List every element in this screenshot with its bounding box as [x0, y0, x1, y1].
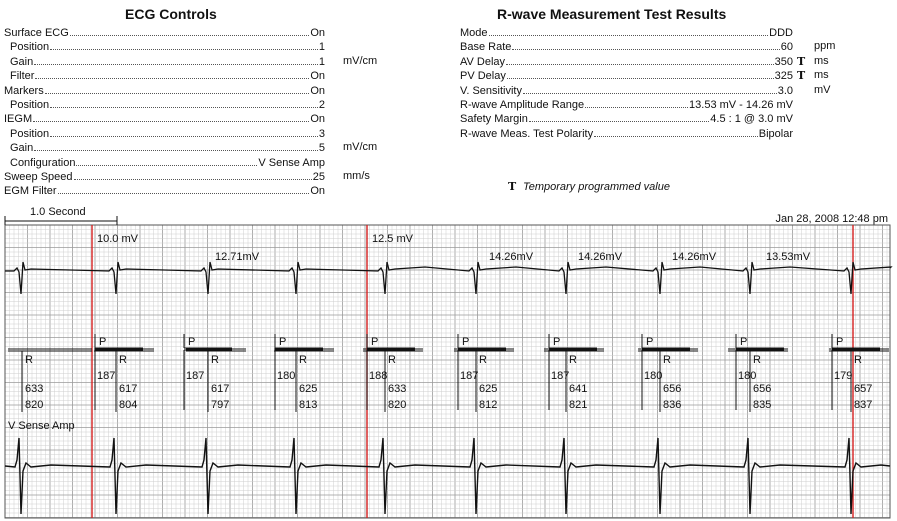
ecg-control-unit: mV/cm [343, 54, 378, 67]
vv-interval: 797 [211, 399, 230, 411]
r-wave-amplitude: 13.53mV [766, 251, 811, 263]
pv-interval: 179 [834, 370, 853, 382]
ecg-control-value: 5 [318, 142, 325, 155]
vv-interval: 813 [299, 399, 318, 411]
test-result-label: Mode [460, 27, 488, 39]
temporary-value-icon: T [508, 180, 517, 193]
ecg-control-label: Gain [10, 55, 34, 68]
p-marker-label: P [553, 336, 561, 348]
test-result-label: AV Delay [460, 55, 506, 68]
rr-interval: 656 [753, 383, 772, 395]
test-result-label: PV Delay [460, 70, 506, 83]
vv-interval: 837 [854, 399, 873, 411]
test-result-unit: ms [814, 54, 829, 67]
ecg-control-value: V Sense Amp [258, 156, 325, 169]
ecg-control-label: Position [10, 127, 50, 140]
surface-ecg-trace [5, 262, 891, 294]
test-result-value: Bipolar [758, 127, 793, 140]
ecg-control-value: 1 [318, 41, 325, 54]
test-result-value: 3.0 [777, 84, 793, 97]
ecg-control-value: On [310, 70, 325, 83]
test-result-label: Base Rate [460, 41, 512, 54]
temporary-value-icon: T [797, 69, 806, 83]
pv-interval: 187 [460, 370, 479, 382]
vv-interval: 820 [388, 399, 407, 411]
rr-interval: 625 [299, 383, 318, 395]
test-result-label: R-wave Meas. Test Polarity [460, 127, 594, 140]
test-result-value: 350 [774, 55, 793, 68]
rr-interval: 641 [569, 383, 588, 395]
r-marker-label: R [479, 354, 487, 366]
ecg-control-label: Position [10, 99, 50, 111]
ecg-control-value: On [310, 185, 325, 198]
pv-interval: 180 [738, 370, 757, 382]
p-marker-label: P [836, 336, 844, 348]
ecg-control-label: Configuration [10, 156, 76, 169]
pv-interval: 187 [97, 370, 116, 382]
ecg-control-value: On [310, 84, 325, 97]
r-marker-label: R [569, 354, 577, 366]
ecg-control-value: 2 [318, 99, 325, 111]
ecg-control-label: Sweep Speed [4, 171, 73, 183]
ecg-controls-title: ECG Controls [125, 6, 217, 22]
scale-label: 1.0 Second [30, 206, 86, 218]
ecg-control-label: Markers [4, 84, 44, 97]
p-marker-label: P [99, 336, 107, 348]
rr-interval: 617 [119, 383, 138, 395]
ecg-control-label: Filter [10, 70, 35, 83]
r-wave-amplitude: 14.26mV [578, 251, 623, 263]
temporary-legend: Temporary programmed value [523, 181, 670, 193]
rr-interval: 656 [663, 383, 682, 395]
test-result-value: 325 [774, 70, 793, 83]
test-result-value: 13.53 mV - 14.26 mV [689, 99, 793, 111]
ecg-control-label: Gain [10, 142, 34, 155]
p-marker-label: P [462, 336, 470, 348]
r-wave-amplitude: 14.26mV [672, 251, 717, 263]
p-marker-label: P [646, 336, 654, 348]
test-result-unit: mV [814, 83, 831, 96]
r-marker-label: R [299, 354, 307, 366]
pv-interval: 187 [186, 370, 205, 382]
ecg-control-value: On [310, 27, 325, 39]
pv-interval: 188 [369, 370, 388, 382]
ecg-control-label: Position [10, 41, 50, 54]
pv-interval: 180 [277, 370, 296, 382]
test-results-title: R-wave Measurement Test Results [497, 6, 727, 22]
r-wave-amplitude: 14.26mV [489, 251, 534, 263]
temporary-value-icon: T [797, 54, 806, 68]
p-marker-label: P [371, 336, 379, 348]
ecg-control-value: 3 [318, 127, 325, 140]
test-result-unit: ms [814, 69, 829, 82]
r-marker-label: R [119, 354, 127, 366]
timestamp: Jan 28, 2008 12:48 pm [775, 213, 888, 225]
r-marker-label: R [211, 354, 219, 366]
p-marker-label: P [740, 336, 748, 348]
test-result-value: 60 [780, 41, 793, 54]
ecg-control-unit: mV/cm [343, 141, 378, 154]
test-result-label: V. Sensitivity [460, 84, 522, 97]
sensitivity-marker-label: 12.5 mV [372, 233, 413, 245]
vv-interval: 835 [753, 399, 772, 411]
rr-interval: 633 [25, 383, 44, 395]
vv-interval: 804 [119, 399, 138, 411]
ecg-control-label: IEGM [4, 113, 33, 126]
ecg-control-label: EGM Filter [4, 185, 57, 198]
pv-interval: 180 [644, 370, 663, 382]
rr-interval: 657 [854, 383, 873, 395]
vv-interval: 821 [569, 399, 588, 411]
test-result-label: R-wave Amplitude Range [460, 99, 585, 111]
iegm-trace [5, 438, 890, 514]
rr-interval: 633 [388, 383, 407, 395]
p-marker-label: P [279, 336, 287, 348]
test-result-label: Safety Margin [460, 113, 528, 126]
pv-interval: 187 [551, 370, 570, 382]
test-result-value: 4.5 : 1 @ 3.0 mV [710, 113, 793, 126]
p-marker-label: P [188, 336, 196, 348]
ecg-control-value: 1 [318, 55, 325, 68]
vv-interval: 820 [25, 399, 44, 411]
test-result-value: DDD [769, 27, 793, 39]
r-wave-amplitude: 12.71mV [215, 251, 260, 263]
sensitivity-marker-label: 10.0 mV [97, 233, 138, 245]
r-marker-label: R [25, 354, 33, 366]
r-marker-label: R [854, 354, 862, 366]
test-result-unit: ppm [814, 40, 836, 53]
r-marker-label: R [753, 354, 761, 366]
vv-interval: 836 [663, 399, 682, 411]
vv-interval: 812 [479, 399, 498, 411]
ecg-control-value: On [310, 113, 325, 126]
iegm-label: V Sense Amp [8, 420, 75, 432]
rr-interval: 617 [211, 383, 230, 395]
ecg-control-label: Surface ECG [4, 27, 69, 39]
ecg-control-unit: mm/s [343, 170, 370, 182]
r-marker-label: R [388, 354, 396, 366]
r-marker-label: R [663, 354, 671, 366]
rr-interval: 625 [479, 383, 498, 395]
ecg-control-value: 25 [312, 171, 325, 183]
